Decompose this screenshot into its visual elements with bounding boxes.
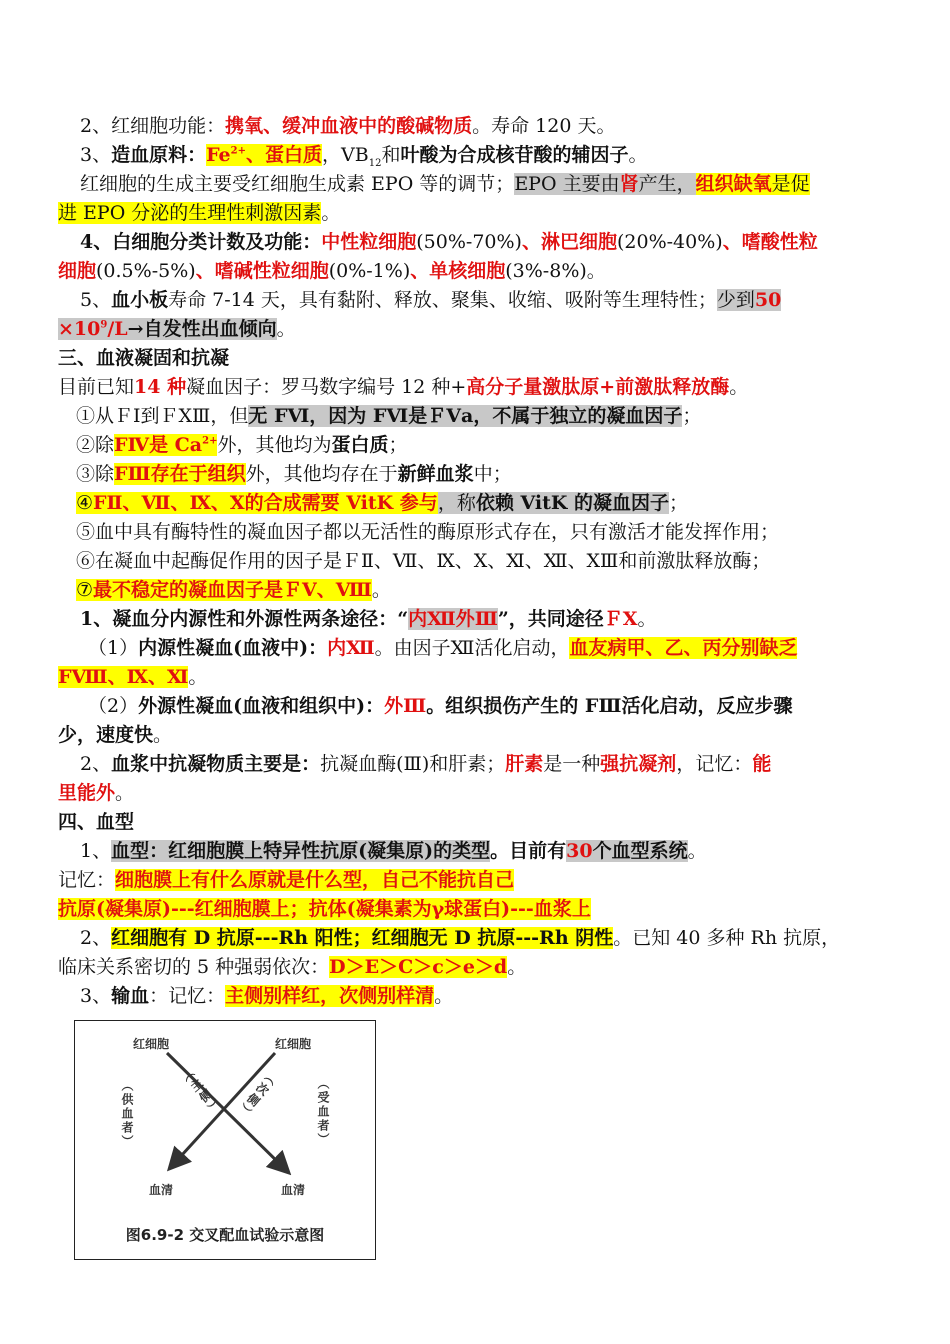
- list-item-1: ①从ＦⅠ到ＦⅩⅢ，但无 FⅥ，因为 FⅥ是ＦⅤa，不属于独立的凝血因子；: [76, 405, 702, 427]
- para-factors: 目前已知14 种凝血因子：罗马数字编号 12 种+高分子量激肽原+前激肽释放酶。: [58, 376, 749, 398]
- para-platelet: 5、血小板寿命 7-14 天，具有黏附、释放、聚集、收缩、吸附等生理特性；少到50: [80, 289, 782, 311]
- para-extrinsic-cont: 少，速度快。: [58, 724, 173, 746]
- label-main-side: （主侧）: [177, 1065, 225, 1118]
- list-item-5: ⑤血中具有酶特性的凝血因子都以无活性的酶原形式存在，只有激活才能发挥作用；: [76, 521, 780, 543]
- para-pathways: 1、凝血分内源性和外源性两条途径：“内Ⅻ外Ⅲ”，共同途径ＦⅩ。: [80, 608, 657, 630]
- label-recipient: （受血者）: [316, 1077, 330, 1147]
- para-intrinsic: （1）内源性凝血(血液中)：内Ⅻ。由因子Ⅻ活化启动，血友病甲、乙、丙分别缺乏: [88, 637, 798, 659]
- para-transfusion: 3、输血：记忆：主侧别样红，次侧别样清。: [80, 985, 454, 1007]
- label-serum-left: 血清: [149, 1183, 174, 1197]
- para-wbc-cont: 细胞(0.5%-5%)、嗜碱性粒细胞(0%-1%)、单核细胞(3%-8%)。: [58, 260, 606, 282]
- label-donor: （供血者）: [120, 1079, 134, 1149]
- label-rbc-right: 红细胞: [275, 1037, 312, 1051]
- list-item-4: ④FⅡ、Ⅶ、Ⅸ、Ⅹ的合成需要 VitK 参与，称依赖 VitK 的凝血因子；: [76, 492, 688, 514]
- figure-caption: 图6.9-2 交叉配血试验示意图: [125, 1226, 325, 1244]
- para-rbc-function: 2、红细胞功能：携氧、缓冲血液中的酸碱物质。寿命 120 天。: [80, 115, 616, 137]
- para-epo-cont: 进 EPO 分泌的生理性刺激因素。: [58, 202, 341, 224]
- crossmatch-figure: [74, 1020, 376, 1260]
- list-item-7: ⑦最不稳定的凝血因子是ＦⅤ、Ⅷ。: [76, 579, 391, 601]
- section-heading-coagulation: 三、血液凝固和抗凝: [58, 347, 230, 369]
- label-minor-side: （次侧）: [233, 1068, 281, 1121]
- document-body: [58, 112, 894, 1011]
- para-anticoagulant-cont: 里能外。: [58, 782, 135, 804]
- para-hematopoiesis: 3、造血原料：$Fe^{2+}$、蛋白质，$VB_{12}$和叶酸为合成核苷酸的辅因子。: [80, 144, 648, 169]
- para-blood-type: 1、血型：红细胞膜上特异性抗原(凝集原)的类型。目前有30个血型系统。: [80, 840, 707, 862]
- para-anticoagulant: 2、血浆中抗凝物质主要是：抗凝血酶(Ⅲ)和肝素；肝素是一种强抗凝剂，记忆：能: [80, 753, 772, 775]
- section-heading-blood-type: 四、血型: [58, 811, 135, 833]
- list-item-2: ②除FⅣ是 $Ca^{2+}$外，其他均为蛋白质；: [76, 434, 408, 456]
- para-platelet-cont: $\times 10^9/L\to$自发性出血倾向。: [58, 318, 296, 340]
- para-memory-cont: 抗原(凝集原)---红细胞膜上；抗体(凝集素为γ球蛋白)---血浆上: [58, 898, 591, 920]
- para-rh-cont: 临床关系密切的 5 种强弱依次：D＞E＞C＞c＞e＞d。: [58, 956, 527, 978]
- list-item-3: ③除FⅢ存在于组织外，其他均存在于新鲜血浆中；: [76, 463, 512, 485]
- para-epo: 红细胞的生成主要受红细胞生成素 EPO 等的调节；EPO 主要由肾产生，组织缺氧是促: [80, 173, 810, 195]
- label-serum-right: 血清: [281, 1183, 306, 1197]
- label-rbc-left: 红细胞: [133, 1037, 170, 1051]
- para-intrinsic-cont: FⅧ、Ⅸ、Ⅺ。: [58, 666, 208, 688]
- para-extrinsic: （2）外源性凝血(血液和组织中)：外Ⅲ。组织损伤产生的 FⅢ活化启动，反应步骤: [88, 695, 793, 717]
- list-item-6: ⑥在凝血中起酶促作用的因子是ＦⅡ、Ⅶ、Ⅸ、Ⅹ、Ⅺ、Ⅻ、ⅩⅢ和前激肽释放酶；: [76, 550, 771, 572]
- para-wbc: 4、白细胞分类计数及功能：中性粒细胞(50%-70%)、淋巴细胞(20%-40%)、嗜酸性粒: [80, 231, 818, 253]
- para-memory: 记忆：细胞膜上有什么原就是什么型，自己不能抗自己: [58, 869, 515, 891]
- para-rh: 2、红细胞有 D 抗原---Rh 阳性；红细胞无 D 抗原---Rh 阴性。已知 40 多种 Rh 抗原，: [80, 927, 841, 949]
